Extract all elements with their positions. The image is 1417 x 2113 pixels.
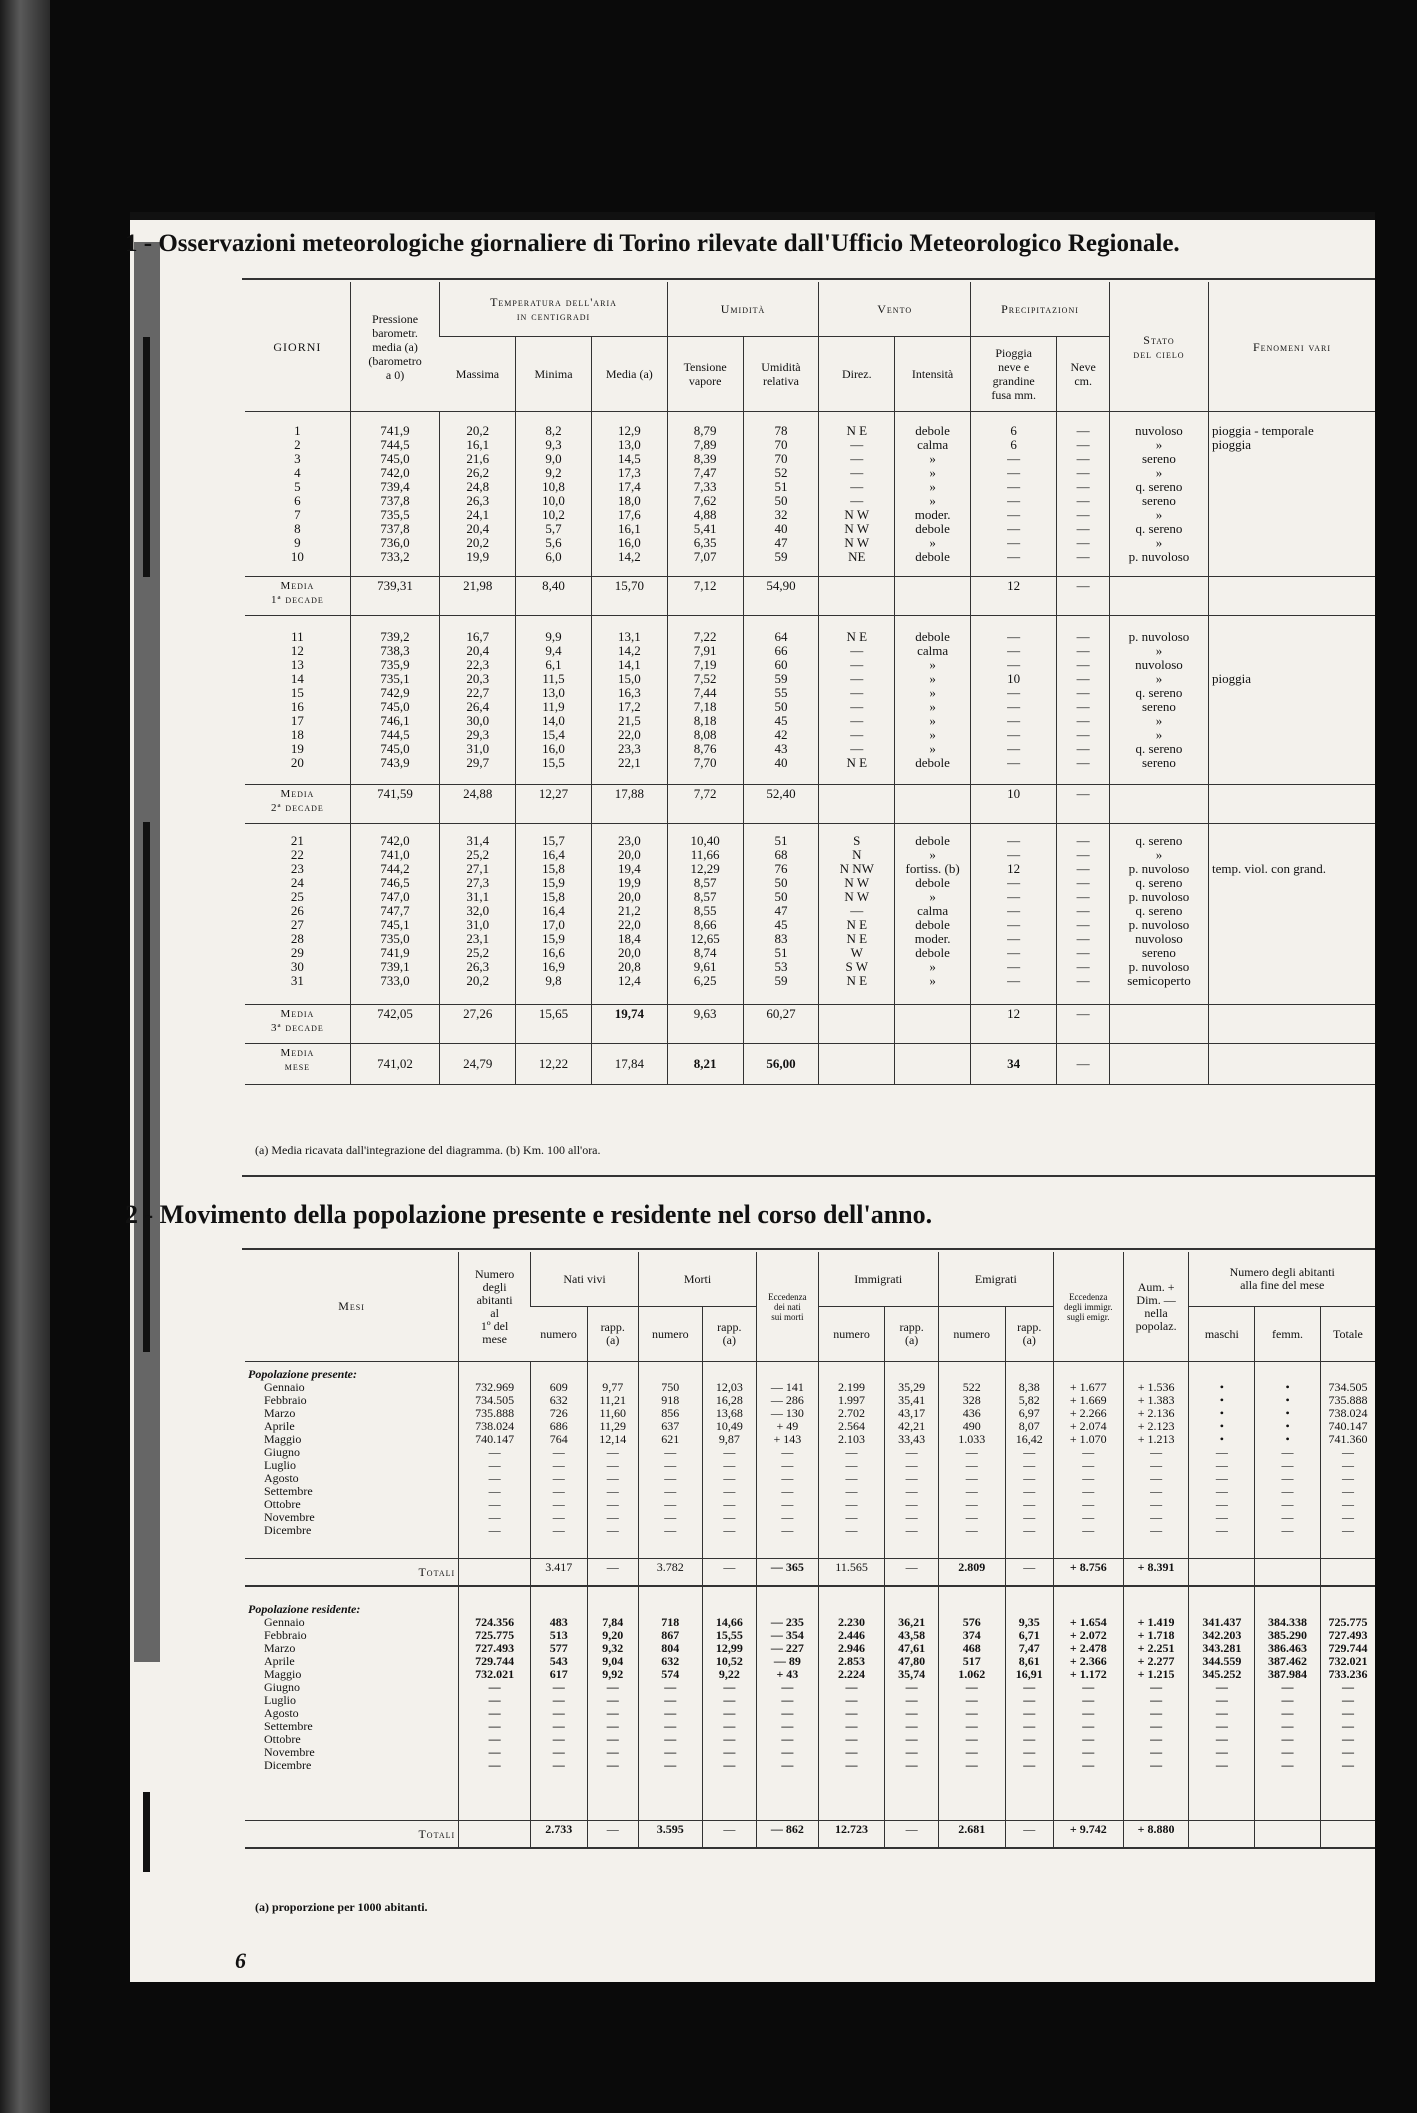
cell-ecc-nati: — 235 — 354 — 227 — 89 + 43 — — — — — — — [757,1586,819,1821]
cell-imm-rapp: 36,21 43,58 47,61 47,80 35,74 — — — — — — — [885,1586,938,1821]
totali-cell: — [587,1821,638,1849]
media-label: Media 1ª decade [245,577,350,616]
totali-cell: — [1005,1821,1053,1849]
mesi-list: Gennaio Febbraio Marzo Aprile Maggio Giugno Luglio Agosto Settembre Ottobre Novembre Dicembre [264,1615,315,1772]
cell-emi-num: 576 374 468 517 1.062 — — — — — — — [938,1586,1005,1821]
cell-totale: 725.775 727.493 729.744 732.021 733.236 — — — — — — — [1320,1586,1375,1821]
cell-imm-num: 2.199 1.997 2.702 2.564 2.103 — — — — — — — [818,1362,885,1559]
page-number: 6 [235,1948,246,1973]
decade-rows [245,412,1375,577]
totali-cell [1255,1821,1321,1849]
media-cell: 19,74 [591,1005,667,1044]
presente-rows [245,1362,1375,1559]
media-cell: 7,12 [667,577,743,616]
col-giorni: GIORNI [245,282,350,412]
media-cell: 60,27 [743,1005,819,1044]
cell-direz: N E — — — — — — — — N E [819,616,895,785]
media-cell: 12 [971,577,1057,616]
media-cell: 12,27 [516,785,592,824]
media-mese-cell [1208,1044,1375,1085]
col-totale: Totale [1320,1307,1375,1362]
cell-massima: 20,2 16,1 21,6 26,2 24,8 26,3 24,1 20,4 20,2 19,9 [440,412,516,577]
totali-cell: — 365 [757,1559,819,1587]
totali-cell: — [885,1559,938,1587]
cell-pioggia: 6 6 — — — — — — — — [971,412,1057,577]
totali-cell: — [702,1821,756,1849]
media-cell: 742,05 [350,1005,440,1044]
table1-footnote: (a) Media ricavata dall'integrazione del diagramma. (b) Km. 100 all'ora. [255,1143,601,1157]
cell-direz: N E — — — — — N W N W N W NE [819,412,895,577]
cell-imm-rapp: 35,29 35,41 43,17 42,21 33,43 — — — — — — — [885,1362,938,1559]
totali-cell: 2.733 [531,1821,587,1849]
section-label: Popolazione presente: [248,1367,357,1381]
totali-cell: + 8.391 [1123,1559,1189,1587]
media-cell: 27,26 [440,1005,516,1044]
totali-cell: — [1005,1559,1053,1587]
cell-morti-num: 750 918 856 637 621 — — — — — — — [638,1362,702,1559]
col-umidita-rel: Umidità relativa [743,337,819,412]
col-temperatura: Temperatura dell'aria in centigradi [440,282,667,337]
media-mese-label: Media mese [245,1044,350,1085]
population-table [245,1252,1375,1849]
decade-rows [245,616,1375,785]
totali-cell: — [885,1821,938,1849]
cell-morti-rapp: 12,03 16,28 13,68 10,49 9,87 — — — — — — — [702,1362,756,1559]
col-umidita: Umidità [667,282,819,337]
cell-abitanti: 732.969 734.505 735.888 738.024 740.147 — — — — — — — [459,1362,531,1559]
scan-left-edge [0,0,50,2113]
media-row [245,1005,1375,1044]
media-cell [1208,577,1375,616]
totali-cell: — 862 [757,1821,819,1849]
cell-emi-rapp: 8,38 5,82 6,97 8,07 16,42 — — — — — — — [1005,1362,1053,1559]
cell-abitanti: 724.356 725.775 727.493 729.744 732.021 — — — — — — — [459,1586,531,1821]
binding-mark [143,1792,150,1872]
col-immigrati: Immigrati [818,1252,938,1307]
cell-stato: q. sereno » p. nuvoloso q. sereno p. nuvoloso q. sereno p. nuvoloso nuvoloso sereno p. nuvoloso semicoperto [1109,824,1208,1005]
cell-giorni: 1 2 3 4 5 6 7 8 9 10 [290,423,304,564]
cell-maschi: • • • • • — — — — — — — [1189,1362,1255,1559]
totali-label: Totali [245,1559,459,1587]
media-cell [1109,577,1208,616]
media-cell [1208,785,1375,824]
media-mese-cell [895,1044,971,1085]
cell-nati-num: 483 513 577 543 617 — — — — — — — [531,1586,587,1821]
media-mese-cell: 17,84 [591,1044,667,1085]
totali-cell [1320,1559,1375,1587]
residente-rows [245,1586,1375,1821]
totali-cell: 12.723 [818,1821,885,1849]
media-row [245,577,1375,616]
media-cell: 54,90 [743,577,819,616]
col-imm-rapp: rapp. (a) [885,1307,938,1362]
table2-title: 2 - Movimento della popolazione presente e residente nel corso dell'anno. [125,1200,933,1229]
cell-stato: nuvoloso » sereno » q. sereno sereno » q. sereno » p. nuvoloso [1109,412,1208,577]
cell-nati-num: 609 632 726 686 764 — — — — — — — [531,1362,587,1559]
col-femm: femm. [1255,1307,1321,1362]
media-cell [819,1005,895,1044]
media-cell: — [1057,577,1110,616]
divider [242,1175,1375,1177]
col-neve: Neve cm. [1057,337,1110,412]
col-aum-dim: Aum. + Dim. — nella popolaz. [1123,1252,1189,1362]
col-massima: Massima [440,337,516,412]
col-nati-vivi: Nati vivi [531,1252,639,1307]
cell-pressione: 739,2 738,3 735,9 735,1 742,9 745,0 746,1 744,5 745,0 743,9 [350,616,440,785]
media-mese-row [245,1044,1375,1085]
cell-pressione: 741,9 744,5 745,0 742,0 739,4 737,8 735,5 737,8 736,0 733,2 [350,412,440,577]
col-vento: Vento [819,282,971,337]
col-morti-numero: numero [638,1307,702,1362]
col-eccedenza-immigrati: Eccedenza degli immigr. sugli emigr. [1053,1252,1123,1362]
cell-ecc-imm: + 1.654 + 2.072 + 2.478 + 2.366 + 1.172 — — — — — — — [1053,1586,1123,1821]
col-minima: Minima [516,337,592,412]
cell-massima: 16,7 20,4 22,3 20,3 22,7 26,4 30,0 29,3 31,0 29,7 [440,616,516,785]
cell-media: 12,9 13,0 14,5 17,3 17,4 18,0 17,6 16,1 16,0 14,2 [591,412,667,577]
cell-emi-rapp: 9,35 6,71 7,47 8,61 16,91 — — — — — — — [1005,1586,1053,1821]
cell-nati-rapp: 7,84 9,20 9,32 9,04 9,92 — — — — — — — [587,1586,638,1821]
weather-table [245,282,1375,1085]
section-presente [245,1362,459,1559]
totali-cell: + 8.880 [1123,1821,1189,1849]
media-row [245,785,1375,824]
totali-cell: + 8.756 [1053,1559,1123,1587]
cell-aum-dim: + 1.419 + 1.718 + 2.251 + 2.277 + 1.215 — — — — — — — [1123,1586,1189,1821]
col-precipitazioni: Precipitazioni [971,282,1110,337]
totali-row [245,1559,1375,1587]
cell-massima: 31,4 25,2 27,1 27,3 31,1 32,0 31,0 23,1 25,2 26,3 20,2 [440,824,516,1005]
media-mese-cell: 34 [971,1044,1057,1085]
media-mese-cell: 24,79 [440,1044,516,1085]
media-cell: — [1057,785,1110,824]
cell-minima: 9,9 9,4 6,1 11,5 13,0 11,9 14,0 15,4 16,0 15,5 [516,616,592,785]
cell-neve: — — — — — — — — — — [1057,412,1110,577]
cell-pioggia: — — 12 — — — — — — — — [971,824,1057,1005]
cell-femm: 384.338 385.290 386.463 387.462 387.984 — — — — — — — [1255,1586,1321,1821]
col-nati-numero: numero [531,1307,587,1362]
totali-cell [459,1821,531,1849]
col-tensione: Tensione vapore [667,337,743,412]
media-cell: 10 [971,785,1057,824]
col-morti: Morti [638,1252,756,1307]
cell-tensione: 8,79 7,89 8,39 7,47 7,33 7,62 4,88 5,41 6,35 7,07 [667,412,743,577]
media-cell: 15,65 [516,1005,592,1044]
cell-morti-num: 718 867 804 632 574 — — — — — — — [638,1586,702,1821]
cell-stato: p. nuvoloso » nuvoloso » q. sereno sereno » » q. sereno sereno [1109,616,1208,785]
cell-umidita-rel: 78 70 70 52 51 50 32 40 47 59 [743,412,819,577]
totali-cell [1189,1559,1255,1587]
media-mese-cell: 56,00 [743,1044,819,1085]
col-media: Media (a) [591,337,667,412]
page-top-edge [130,212,1375,220]
cell-tensione: 7,22 7,91 7,19 7,52 7,44 7,18 8,18 8,08 8,76 7,70 [667,616,743,785]
media-label: Media 2ª decade [245,785,350,824]
media-cell: 12 [971,1005,1057,1044]
cell-fenomeni: temp. viol. con grand. [1208,824,1375,1005]
col-mesi: Mesi [245,1252,459,1362]
totali-cell: — [702,1559,756,1587]
col-eccedenza-nati: Eccedenza dei nati sui morti [757,1252,819,1362]
col-imm-numero: numero [818,1307,885,1362]
cell-ecc-nati: — 141 — 286 — 130 + 49 + 143 — — — — — — — [757,1362,819,1559]
totali-cell [459,1559,531,1587]
totali-cell: 3.782 [638,1559,702,1587]
media-mese-cell: 12,22 [516,1044,592,1085]
cell-media: 23,0 20,0 19,4 19,9 20,0 21,2 22,0 18,4 20,0 20,8 12,4 [591,824,667,1005]
media-cell: 741,59 [350,785,440,824]
media-cell: 15,70 [591,577,667,616]
media-mese-cell [1109,1044,1208,1085]
col-pressione: Pressione barometr. media (a) (barometro a 0) [350,282,440,412]
cell-neve: — — — — — — — — — — [1057,616,1110,785]
media-cell [895,785,971,824]
cell-emi-num: 522 328 436 490 1.033 — — — — — — — [938,1362,1005,1559]
divider [242,1248,1375,1250]
col-emigrati: Emigrati [938,1252,1053,1307]
table2-footnote: (a) proporzione per 1000 abitanti. [255,1900,428,1914]
col-maschi: maschi [1189,1307,1255,1362]
totali-cell: — [587,1559,638,1587]
totali-cell: 3.595 [638,1821,702,1849]
media-cell: 52,40 [743,785,819,824]
totali-cell [1189,1821,1255,1849]
cell-umidita-rel: 51 68 76 50 50 47 45 83 51 53 59 [743,824,819,1005]
cell-tensione: 10,40 11,66 12,29 8,57 8,57 8,55 8,66 12,65 8,74 9,61 6,25 [667,824,743,1005]
media-label: Media 3ª decade [245,1005,350,1044]
col-stato: Stato del cielo [1109,282,1208,412]
section-label: Popolazione residente: [248,1602,361,1616]
media-cell: 739,31 [350,577,440,616]
cell-pressione: 742,0 741,0 744,2 746,5 747,0 747,7 745,1 735,0 741,9 739,1 733,0 [350,824,440,1005]
media-cell: 21,98 [440,577,516,616]
media-cell [1208,1005,1375,1044]
media-cell [819,785,895,824]
totali-cell: 3.417 [531,1559,587,1587]
col-emi-rapp: rapp. (a) [1005,1307,1053,1362]
cell-femm: • • • • • — — — — — — — [1255,1362,1321,1559]
media-cell: 17,88 [591,785,667,824]
cell-direz: S N N NW N W N W — N E N E W S W N E [819,824,895,1005]
media-cell: — [1057,1005,1110,1044]
decade-rows [245,824,1375,1005]
totali-row [245,1821,1375,1849]
col-pioggia: Pioggia neve e grandine fusa mm. [971,337,1057,412]
totali-cell: 2.809 [938,1559,1005,1587]
media-mese-cell: 8,21 [667,1044,743,1085]
cell-intensita: debole » fortiss. (b) debole » calma debole moder. debole » » [895,824,971,1005]
cell-umidita-rel: 64 66 60 59 55 50 45 42 43 40 [743,616,819,785]
totali-cell [1255,1559,1321,1587]
media-cell: 8,40 [516,577,592,616]
media-cell [819,577,895,616]
cell-minima: 15,7 16,4 15,8 15,9 15,8 16,4 17,0 15,9 16,6 16,9 9,8 [516,824,592,1005]
cell-totale: 734.505 735.888 738.024 740.147 741.360 — — — — — — — [1320,1362,1375,1559]
col-fenomeni: Fenomeni vari [1208,282,1375,412]
totali-cell: 11.565 [818,1559,885,1587]
cell-giorni: 21 22 23 24 25 26 27 28 29 30 31 [245,824,350,1005]
cell-pioggia: — — — 10 — — — — — — [971,616,1057,785]
table1-title: 1 - Osservazioni meteorologiche giornaliere di Torino rilevate dall'Ufficio Meteorologico Regionale. [125,230,1180,257]
cell-ecc-imm: + 1.677 + 1.669 + 2.266 + 2.074 + 1.070 — — — — — — — [1053,1362,1123,1559]
totali-cell: + 9.742 [1053,1821,1123,1849]
cell-morti-rapp: 14,66 15,55 12,99 10,52 9,22 — — — — — — — [702,1586,756,1821]
media-cell: 9,63 [667,1005,743,1044]
cell-minima: 8,2 9,3 9,0 9,2 10,8 10,0 10,2 5,7 5,6 6,0 [516,412,592,577]
col-nati-rapp: rapp. (a) [587,1307,638,1362]
col-direz: Direz. [819,337,895,412]
col-morti-rapp: rapp. (a) [702,1307,756,1362]
cell-fenomeni: pioggia - temporale pioggia [1208,412,1375,577]
cell-intensita: debole calma » » » » moder. debole » debole [895,412,971,577]
cell-neve: — — — — — — — — — — — [1057,824,1110,1005]
section-residente [245,1586,459,1821]
divider [242,278,1375,280]
media-cell: 24,88 [440,785,516,824]
media-mese-cell: 741,02 [350,1044,440,1085]
media-cell [1109,785,1208,824]
media-cell [895,577,971,616]
cell-fenomeni: pioggia [1208,616,1375,785]
binding-mark [143,822,150,1352]
col-numero-abitanti: Numero degli abitanti al 1º del mese [459,1252,531,1362]
media-mese-cell [819,1044,895,1085]
media-cell [1109,1005,1208,1044]
totali-label: Totali [245,1821,459,1849]
media-cell [895,1005,971,1044]
cell-imm-num: 2.230 2.446 2.946 2.853 2.224 — — — — — — — [818,1586,885,1821]
cell-media: 13,1 14,2 14,1 15,0 16,3 17,2 21,5 22,0 23,3 22,1 [591,616,667,785]
col-emi-numero: numero [938,1307,1005,1362]
cell-aum-dim: + 1.536 + 1.383 + 2.136 + 2.123 + 1.213 — — — — — — — [1123,1362,1189,1559]
cell-giorni: 11 12 13 14 15 16 17 18 19 20 [245,616,350,785]
totali-cell: 2.681 [938,1821,1005,1849]
media-cell: 7,72 [667,785,743,824]
col-intensita: Intensità [895,337,971,412]
mesi-list: Gennaio Febbraio Marzo Aprile Maggio Giugno Luglio Agosto Settembre Ottobre Novembre Dicembre [264,1380,315,1537]
cell-maschi: 341.437 342.203 343.281 344.559 345.252 — — — — — — — [1189,1586,1255,1821]
media-mese-cell: — [1057,1044,1110,1085]
cell-nati-rapp: 9,77 11,21 11,60 11,29 12,14 — — — — — — — [587,1362,638,1559]
cell-intensita: debole calma » » » » » » » debole [895,616,971,785]
col-numero-fine: Numero degli abitanti alla fine del mese [1189,1252,1375,1307]
binding-mark [143,337,150,577]
totali-cell [1320,1821,1375,1849]
